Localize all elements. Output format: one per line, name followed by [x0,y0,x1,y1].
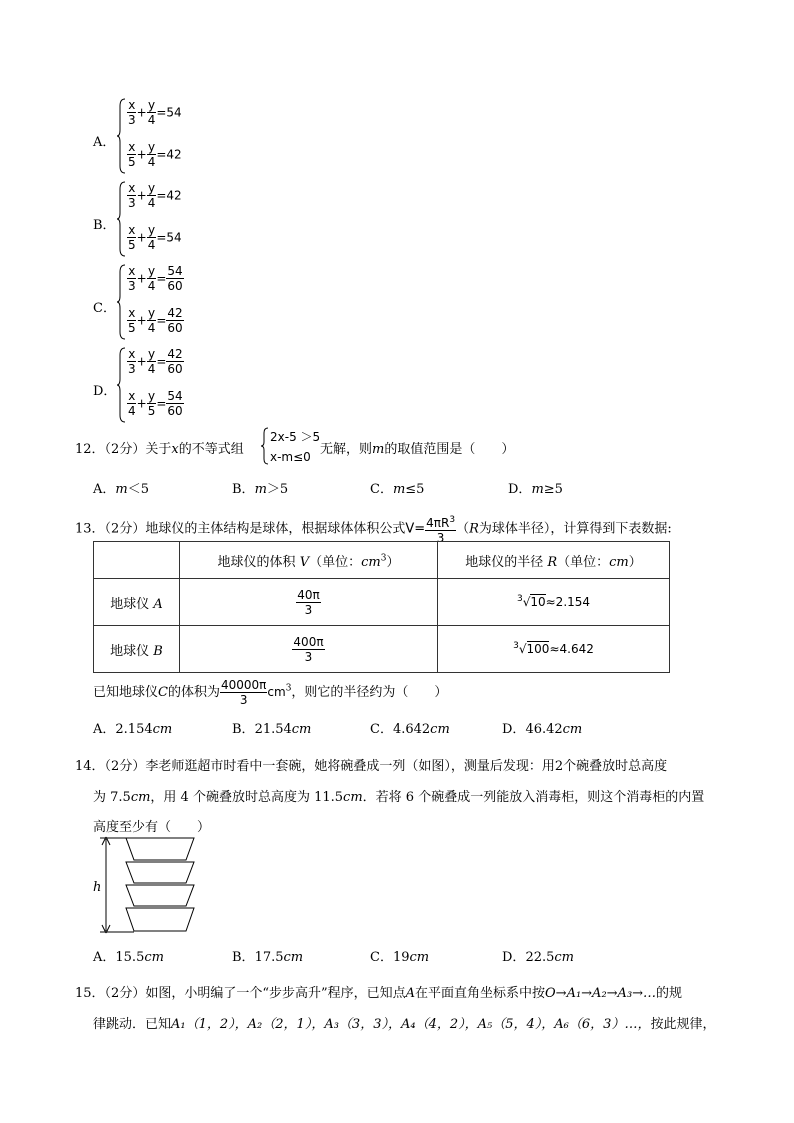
question-13-followup: 已知地球仪C的体积为 $\frac{40000\pi}{3}$ $cm^3$，则它的半径约为（ ） [93,678,448,707]
equation-system [117,179,237,259]
q14-choice-a: A．15.5cm [93,950,164,965]
table-header-row [94,542,670,579]
option-label: C． [93,301,116,316]
question-13-stem: 13．（2分）地球仪的主体结构是球体，根据球体体积公式V= $\frac{4\pi R^3}{3}$ （R为球体半径），计算得到下表数据: [75,515,672,545]
question-12-stem: 12．（2分）关于x的不等式组 [75,442,244,457]
question-15-line-2: 律跳动．已知A₁（1，2），A₂（2，1），A₃（3，3），A₄（4，2），A₅（5，4），A₆（6，3）…，按此规律， [93,1017,716,1032]
q14-choice-d: D．22.5cm [502,950,574,965]
equation-system [117,345,237,425]
equation-2: $\frac{x}{5}$ + $\frac{y}{4}$ =54 [128,223,182,252]
question-14-line-3: 高度至少有（ ） [93,820,211,835]
question-14-line-1: 14．（2分）李老师逛超市时看中一套碗，她将碗叠成一列（如图），测量后发现：用2个碗叠放时总高度 [75,759,668,774]
bowl-2 [126,862,194,883]
bowl-stack-figure [90,836,200,934]
bowl-4 [126,908,194,931]
equation-2: $\frac{x}{4}$ + $\frac{y}{5}$ = $\frac{54}{60}$ [128,389,183,418]
equation-2: $\frac{x}{5}$ + $\frac{y}{4}$ =42 [128,140,182,169]
brace-icon [261,427,269,465]
equation-2: $\frac{x}{5}$ + $\frac{y}{4}$ = $\frac{42}{60}$ [128,306,183,335]
equation-1: $\frac{x}{3}$ + $\frac{y}{4}$ = $\frac{54}{60}$ [128,264,183,293]
equation-system [117,262,237,342]
q14-choice-b: B．17.5cm [232,950,304,965]
brace-icon [117,347,126,423]
equation-1: $\frac{x}{3}$ + $\frac{y}{4}$ =42 [128,181,182,210]
question-12-stem-end: 无解，则m的取值范围是（ ） [320,442,515,457]
table-row [94,579,670,626]
table-cell-name: 地球仪 A [94,579,180,626]
q12-choice-d: D．m≥5 [508,482,563,497]
option-label: A． [93,135,116,150]
q13-choice-b: B．21.54cm [232,722,312,737]
table-header-radius: 地球仪的半径 R（单位：cm） [438,542,670,579]
option-label: B． [93,218,116,233]
bowl-1 [126,838,194,860]
brace-icon [117,264,126,340]
globe-data-table [93,541,670,673]
table-cell-radius: $^3$√10≈2.154 [438,579,670,626]
q14-choice-c: C．19cm [370,950,430,965]
brace-icon [117,98,126,174]
q13-choice-a: A．2.154cm [93,722,173,737]
q12-choice-a: A．m＜5 [93,482,149,497]
q12-choice-b: B．m＞5 [232,482,289,497]
inequality-1: 2x-5 ＞5 [270,430,321,444]
table-cell-radius: $^3$√100≈4.642 [438,626,670,673]
question-15-line-1: 15．（2分）如图，小明编了一个“步步高升”程序，已知点A在平面直角坐标系中按O→A₁→A₂→A₃→…的规 [75,986,683,1001]
q13-choice-d: D．46.42cm [502,722,583,737]
q13-choice-c: C．4.642cm [370,722,450,737]
inequality-2: x-m≤0 [270,450,311,464]
table-cell-volume: $\frac{400\pi}{3}$ [180,626,438,673]
table-header-empty [94,542,180,579]
equation-1: $\frac{x}{3}$ + $\frac{y}{4}$ = $\frac{42}{60}$ [128,347,183,376]
table-cell-name: 地球仪 B [94,626,180,673]
bowl-3 [126,885,194,906]
table-header-volume: 地球仪的体积 V（单位：$cm^3$） [180,542,438,579]
question-14-line-2: 为 7.5cm，用 4 个碗叠放时总高度为 11.5cm．若将 6 个碗叠成一列能放入消毒柜，则这个消毒柜的内置 [93,790,705,805]
table-cell-volume: $\frac{40\pi}{3}$ [180,579,438,626]
q12-choice-c: C．m≤5 [370,482,425,497]
option-label: D． [93,384,117,399]
equation-1: $\frac{x}{3}$ + $\frac{y}{4}$ =54 [128,98,182,127]
brace-icon [117,181,126,257]
height-label: h [93,880,102,895]
equation-system [117,96,237,176]
table-row [94,626,670,673]
